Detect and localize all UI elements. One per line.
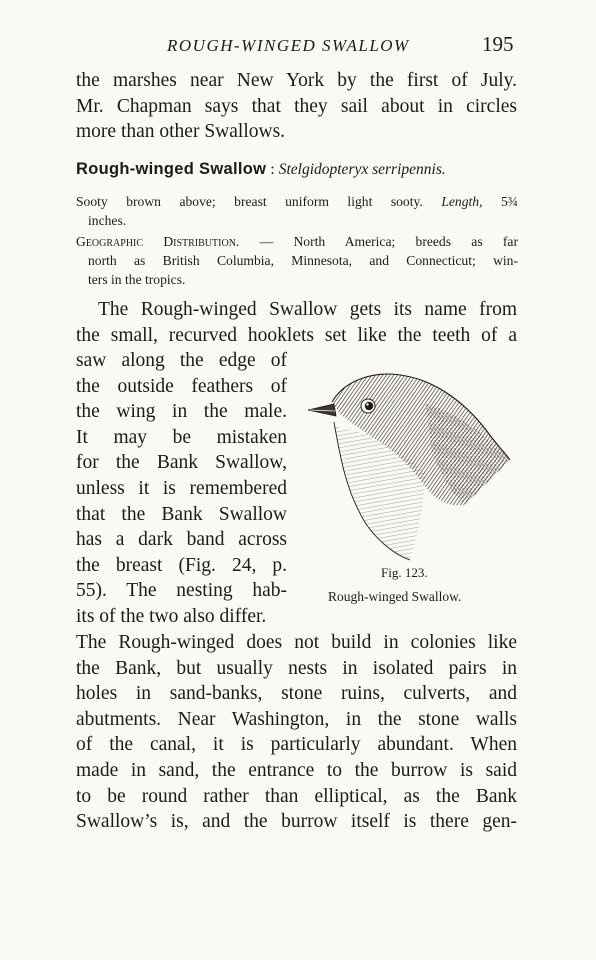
species-heading xyxy=(76,160,526,179)
heading-separator: : xyxy=(266,161,279,178)
text-line: Mr. Chapman says that they sail about in circles xyxy=(76,95,517,117)
text-line: that the Bank Swallow xyxy=(76,503,287,525)
distribution-line xyxy=(76,232,518,251)
scientific-name: Stelgidopteryx serripennis. xyxy=(278,161,446,178)
text-line: has a dark band across xyxy=(76,529,287,551)
body-paragraph-wrapped xyxy=(76,348,287,630)
species-description xyxy=(76,192,518,230)
text-line: unless it is remembered xyxy=(76,477,287,499)
text-line: the small, recurved hooklets set like the teeth of a xyxy=(76,324,517,346)
running-title: ROUGH-WINGED SWALLOW xyxy=(167,36,410,55)
length-value: 5¾ xyxy=(500,194,518,209)
text-line: its of the two also differ. xyxy=(76,605,267,627)
text-line: the wing in the male. xyxy=(76,401,287,423)
text-line: Swallow’s is, and the burrow itself is there gen- xyxy=(76,811,517,833)
text-line: the marshes near New York by the first of July. xyxy=(76,70,517,91)
figure-label: Fig. 123. xyxy=(381,565,428,580)
description-line: inches. xyxy=(88,213,127,228)
figure-123 xyxy=(306,364,516,614)
intro-paragraph xyxy=(76,68,517,145)
swallow-head-illustration xyxy=(306,364,516,564)
page-number: 195 xyxy=(482,32,514,56)
body-paragraph-top xyxy=(76,297,517,348)
text-line: for the Bank Swallow, xyxy=(76,452,287,474)
text-line: abutments. Near Washington, in the stone walls xyxy=(76,708,517,730)
running-head xyxy=(0,30,596,60)
distribution-text: — North America; breeds as far xyxy=(239,234,518,249)
text-line: of the canal, it is particularly abundant. When xyxy=(76,734,517,756)
distribution-line: ters in the tropics. xyxy=(88,272,186,287)
length-label: Length, xyxy=(441,194,483,209)
geographic-distribution xyxy=(76,232,518,289)
text-line: the outside feathers of xyxy=(76,375,287,397)
text-line: to be round rather than elliptical, as the Bank xyxy=(76,785,517,807)
text-line: more than other Swallows. xyxy=(76,121,286,143)
text-line: It may be mistaken xyxy=(76,426,287,448)
text-line: made in sand, the entrance to the burrow is said xyxy=(76,759,517,781)
body-paragraph-bottom xyxy=(76,630,517,835)
text-line: the Bank, but usually nests in isolated pairs in xyxy=(76,657,517,679)
figure-caption: Rough-winged Swallow. xyxy=(328,589,462,604)
description-text: Sooty brown above; breast uniform light sooty. xyxy=(76,194,423,209)
distribution-line: north as British Columbia, Minnesota, and Connecticut; win- xyxy=(88,253,518,268)
text-line: The Rough-winged Swallow gets its name from xyxy=(98,299,517,320)
text-line: saw along the edge of xyxy=(76,350,287,371)
description-line xyxy=(76,192,518,211)
text-line: holes in sand-banks, stone ruins, culverts, and xyxy=(76,683,517,705)
common-name: Rough-winged Swallow xyxy=(76,160,267,178)
text-line: the breast (Fig. 24, p. xyxy=(76,554,287,576)
text-line: The Rough-winged does not build in colonies like xyxy=(76,632,517,653)
distribution-label: Geographic Distribution. xyxy=(76,234,240,249)
text-line: 55). The nesting hab- xyxy=(76,580,287,602)
